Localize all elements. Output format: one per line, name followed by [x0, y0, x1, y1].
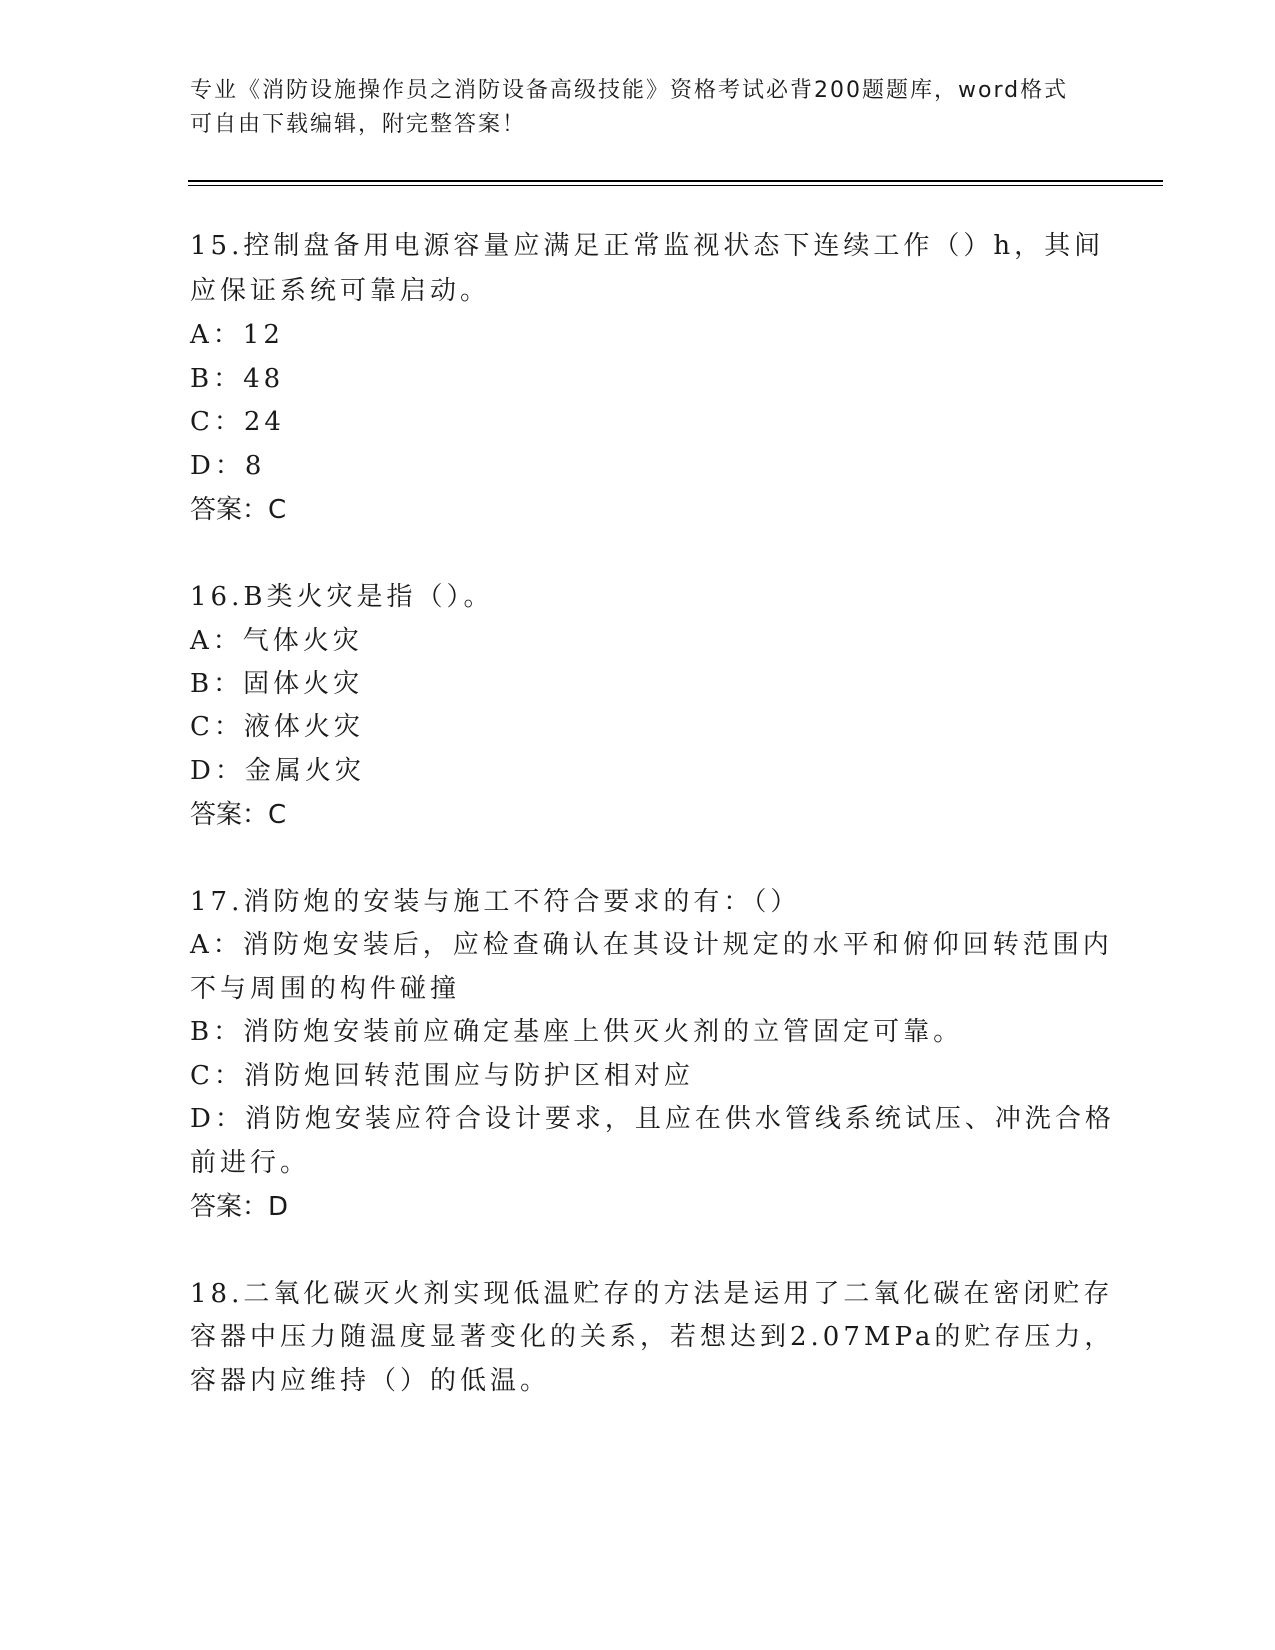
q18-stem-line3: 容器内应维持（）的低温。: [190, 1366, 551, 1396]
q15-answer: 答案：C: [190, 495, 287, 525]
q17-option-d-line1: D：消防炮安装应符合设计要求，且应在供水管线系统试压、冲洗合格: [190, 1104, 1115, 1134]
q16-option-b: B：固体火灾: [190, 669, 364, 699]
q17-stem-line1: 17.消防炮的安装与施工不符合要求的有：（）: [190, 887, 801, 917]
q16-stem-line1: 16.B类火灾是指（）。: [190, 582, 494, 612]
q15-stem-line2: 应保证系统可靠启动。: [190, 276, 491, 306]
q17-option-c: C：消防炮回转范围应与防护区相对应: [190, 1061, 694, 1091]
q16-option-a: A：气体火灾: [190, 626, 363, 656]
document-header: 专业《消防设施操作员之消防设备高级技能》资格考试必背200题题库，word格式可自由下载编辑，附完整答案！: [190, 78, 1069, 137]
q15-option-d: D：8: [190, 451, 266, 481]
q16-option-c: C：液体火灾: [190, 712, 364, 742]
q17-option-a-line1: A：消防炮安装后，应检查确认在其设计规定的水平和俯仰回转范围内: [190, 930, 1113, 960]
q16-option-d: D：金属火灾: [190, 756, 365, 786]
q18-stem-line2: 容器中压力随温度显著变化的关系，若想达到2.07MPa的贮存压力，: [190, 1322, 1115, 1352]
header-divider-bottom: [188, 185, 1163, 186]
q15-option-c: C：24: [190, 407, 285, 437]
q15-stem-line1: 15.控制盘备用电源容量应满足正常监视状态下连续工作（）h，其间: [190, 231, 1105, 261]
q16-answer: 答案：C: [190, 800, 287, 830]
q15-option-a: A：12: [190, 320, 284, 350]
q17-answer: 答案：D: [190, 1192, 289, 1222]
header-divider-top: [188, 180, 1163, 182]
q18-stem-line1: 18.二氧化碳灭火剂实现低温贮存的方法是运用了二氧化碳在密闭贮存: [190, 1279, 1114, 1309]
q17-option-a-line2: 不与周围的构件碰撞: [190, 974, 461, 1004]
q17-option-d-line2: 前进行。: [190, 1148, 311, 1178]
q15-option-b: B：48: [190, 364, 285, 394]
q17-option-b: B：消防炮安装前应确定基座上供灭火剂的立管固定可靠。: [190, 1017, 964, 1047]
